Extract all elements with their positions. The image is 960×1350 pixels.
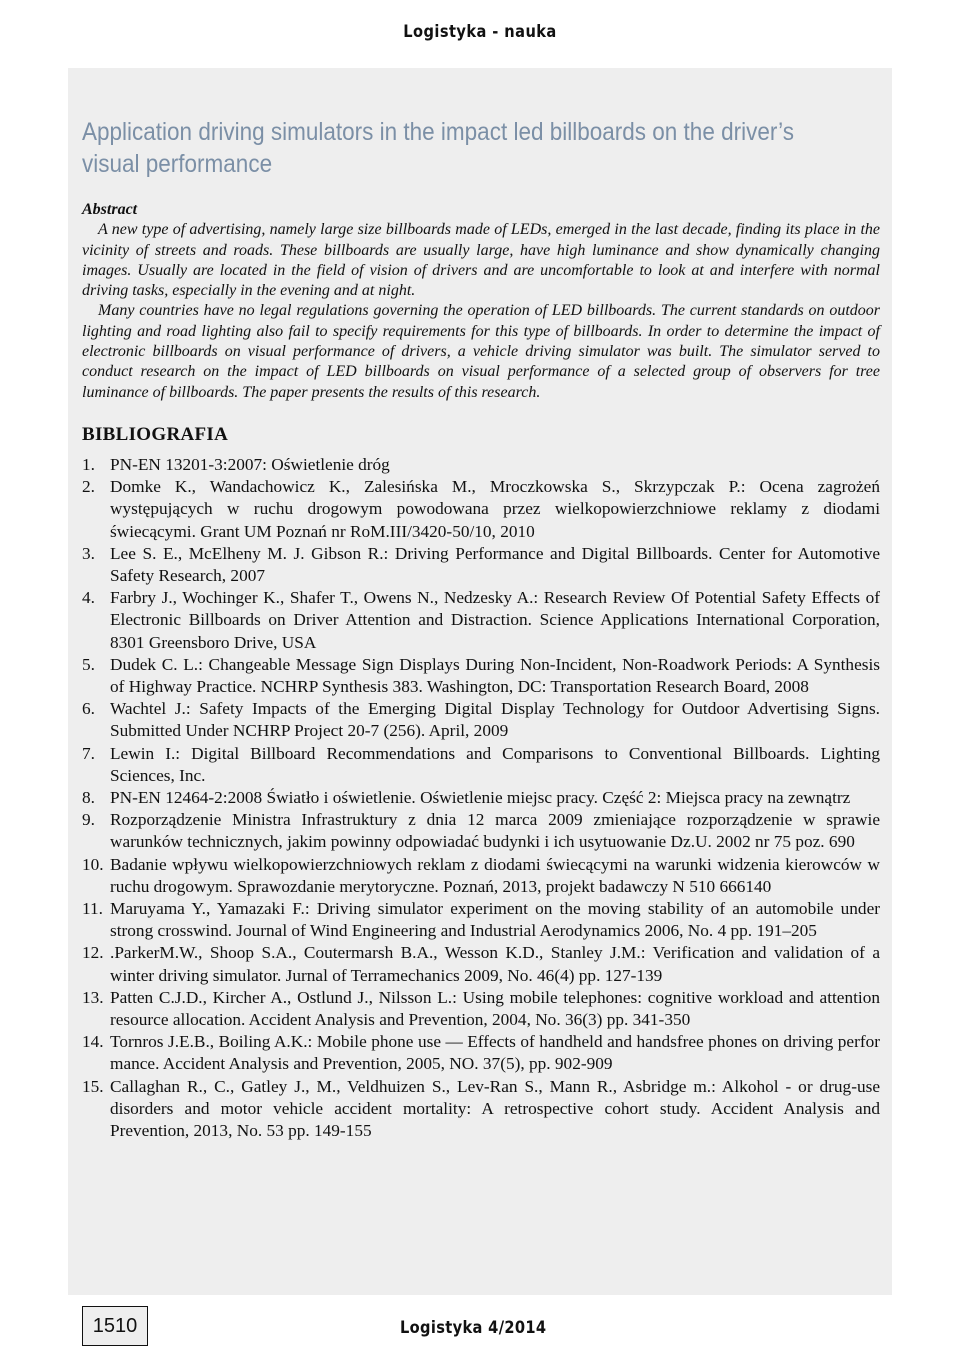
bibliography-item-number: 13. (82, 987, 104, 1007)
bibliography-heading: BIBLIOGRAFIA (82, 424, 229, 445)
bibliography-item (82, 587, 880, 654)
bibliography-item-number: 3. (82, 543, 95, 563)
bibliography-item-number: 4. (82, 588, 95, 608)
bibliography-item (82, 698, 880, 742)
bibliography-item-number: 6. (82, 699, 95, 719)
abstract-paragraph: Many countries have no legal regulations governing the operation of LED billboards. The current standards on outdoor lighting and road lighting also fail to specify requirements for this type of billboards. In order to determine the impact of electronic billboards on visual performance of drivers, a vehicle driving simulator was built. The simulator served to conduct research on the impact of LED billboards on visual performance of a selected group of observers for tree luminance of billboards. The paper presents the results of this research. (82, 302, 880, 401)
bibliography-list (82, 454, 880, 1142)
abstract-paragraph: A new type of advertising, namely large size billboards made of LEDs, emerged in the last decade, finding its place in the vicinity of streets and roads. These billboards are usually large, have high luminance and show dynamically changing images. Usually are located in the field of vision of drivers and are uncomfortable to look at and interfere with normal driving tasks, especially in the evening and at night. (82, 221, 880, 300)
page-number: 1510 (82, 1306, 148, 1346)
bibliography-item-number: 5. (82, 654, 95, 674)
bibliography-item (82, 898, 880, 942)
bibliography-item-text: Domke K., Wandachowicz K., Zalesińska M., Mroczkowska S., Skrzypczak P.: Ocena zagrożeń występujących w ruchu drogowym powodowana przez wielkopowierzchniowe reklamy z diodami świecącymi. Grant UM Poznań nr RoM.III/3420-50/10, 2010 (110, 477, 880, 541)
bibliography-item-number: 1. (82, 455, 95, 474)
bibliography-item-text: Maruyama Y., Yamazaki F.: Driving simulator experiment on the moving stability of an automobile under strong crosswind. Journal of Wind Engineering and Industrial Aerodynamics 2006, No. 4 pp. 191–205 (110, 899, 880, 941)
bibliography-item-text: Patten C.J.D., Kircher A., Ostlund J., Nilsson L.: Using mobile telephones: cognitive workload and attention resource allocation. Accident Analysis and Prevention, 2004, No. 36(3) pp. 341-350 (110, 987, 880, 1030)
bibliography-item-text: .ParkerM.W., Shoop S.A., Coutermarsh B.A., Wesson K.D., Stanley J.M.: Verification and validation of a winter driving simulator. Jurnal of Terramechanics 2009, No. 46(4) pp. 127-139 (110, 943, 880, 985)
bibliography-item-text: Wachtel J.: Safety Impacts of the Emerging Digital Display Technology for Outdoor Advertising Signs. Submitted Under NCHRP Project 20-7 (256). April, 2009 (110, 699, 880, 741)
bibliography-item-text: Dudek C. L.: Changeable Message Sign Displays During Non-Incident, Non-Roadwork Periods: A Synthesis of Highway Practice. NCHRP Synthesis 383. Washington, DC: Transportation Research Board, 2008 (110, 654, 880, 697)
bibliography-item-text: PN-EN 13201-3:2007: Oświetlenie dróg (110, 455, 390, 474)
bibliography-item-text: Lee S. E., McElheny M. J. Gibson R.: Driving Performance and Digital Billboards. Center for Automotive Safety Research, 2007 (110, 543, 880, 586)
bibliography-item (82, 654, 880, 698)
bibliography-item-text: Rozporządzenie Ministra Infrastruktury z dnia 12 marca 2009 zmieniające rozporządzenie w sprawie warunków technicznych, jakim powinny odpowiadać budynki i ich usytuowanie Dz.U. 2002 nr 75 poz. 690 (110, 810, 880, 852)
bibliography-item (82, 787, 880, 809)
bibliography-item-number: 10. (82, 854, 104, 874)
abstract-heading: Abstract (82, 201, 138, 218)
bibliography-item (82, 809, 880, 853)
running-header: Logistyka - nauka (403, 22, 557, 42)
bibliography-item-number: 7. (82, 743, 95, 763)
bibliography-item (82, 1076, 880, 1143)
bibliography-item-number: 15. (82, 1076, 104, 1096)
bibliography-item-number: 12. (82, 943, 104, 963)
bibliography-item-text: PN-EN 12464-2:2008 Światło i oświetlenie. Oświetlenie miejsc pracy. Część 2: Miejsca pracy na zewnątrz (110, 788, 851, 808)
bibliography-item-number: 2. (82, 477, 95, 497)
bibliography-item-number: 9. (82, 810, 95, 830)
bibliography-item (82, 543, 880, 587)
running-footer: Logistyka 4/2014 (400, 1318, 547, 1338)
bibliography-item (82, 1031, 880, 1075)
bibliography-item-number: 11. (82, 899, 103, 919)
bibliography-item (82, 454, 880, 476)
abstract (82, 200, 880, 403)
article-title: Application driving simulators in the impact led billboards on the driver’s visual performance (82, 118, 795, 178)
bibliography-item-text: Lewin I.: Digital Billboard Recommendations and Comparisons to Conventional Billboards. Lighting Sciences, Inc. (110, 743, 880, 785)
bibliography-item (82, 942, 880, 986)
bibliography-item (82, 476, 880, 543)
bibliography-item-text: Tornros J.E.B., Boiling A.K.: Mobile phone use — Effects of handheld and handsfree phones on driving perfor mance. Accident Analysis and Prevention, 2005, NO. 37(5), pp. 902-909 (110, 1032, 880, 1074)
bibliography-item-text: Farbry J., Wochinger K., Shafer T., Owens N., Nedzesky A.: Research Review Of Potential Safety Effects of Electronic Billboards on Driver Attention and Distraction. Science Applications International Corporation, 8301 Greensboro Drive, USA (110, 588, 880, 652)
bibliography-item (82, 987, 880, 1031)
bibliography-item-text: Callaghan R., C., Gatley J., M., Veldhuizen S., Lev-Ran S., Mann R., Asbridge m.: Alkohol - or drug-use disorders and motor vehicle accident mortality: A retrospective cohort study. Accident Analysis and Prevention, 2013, No. 53 pp. 149-155 (110, 1076, 880, 1141)
bibliography-item (82, 854, 880, 898)
bibliography-item-number: 14. (82, 1032, 104, 1052)
bibliography-item-text: Badanie wpływu wielkopowierzchniowych reklam z diodami świecącymi na warunki widzenia kierowców w ruchu drogowym. Sprawozdanie merytoryczne. Poznań, 2013, projekt badawczy N 510 666140 (110, 854, 880, 896)
bibliography-item (82, 743, 880, 787)
bibliography-item-number: 8. (82, 788, 95, 808)
